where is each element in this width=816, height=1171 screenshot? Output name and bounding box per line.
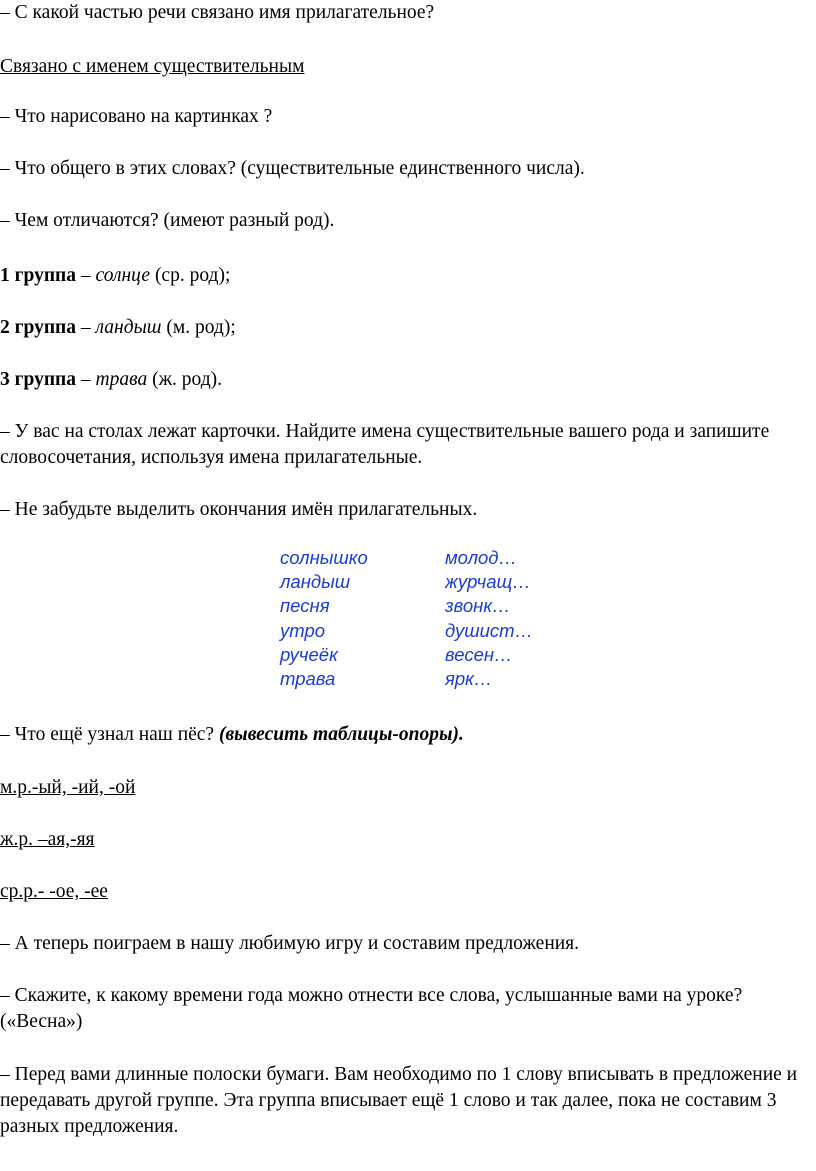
group-3-line [0, 367, 222, 393]
adjective-item: весен… [445, 643, 513, 665]
group-label: 2 группа [0, 317, 77, 338]
answer-noun: Связано с именем существительным [0, 56, 305, 77]
adjective-item: ярк… [445, 668, 493, 690]
group-word: трава [95, 369, 148, 390]
question-dog-text: – Что ещё узнал наш пёс? [0, 724, 219, 745]
noun-item: ландыш [280, 571, 351, 593]
adjective-item: журчащ… [445, 571, 531, 593]
question-pictures: – Что нарисовано на картинках ? [0, 106, 273, 127]
adjectives-column [445, 546, 605, 691]
question-dog [0, 722, 464, 748]
group-gender: (м. род); [161, 317, 236, 338]
group-dash: – [76, 317, 96, 338]
adjective-item: звонк… [445, 595, 511, 617]
game-intro: – А теперь поиграем в нашу любимую игру и составим предложения. [0, 933, 580, 954]
task-endings: – Не забудьте выделить окончания имён прилагательных. [0, 499, 478, 520]
ending-masculine: м.р.-ый, -ий, -ой [0, 777, 136, 798]
ending-feminine: ж.р. –ая,-яя [0, 829, 95, 850]
task-strips: – Перед вами длинные полоски бумаги. Вам необходимо по 1 слову вписывать в предложение и передавать другой группе. Эта группа вписывает ещё 1 слово и так далее, пока не составим 3 разных предложения. [0, 1064, 798, 1137]
nouns-column [280, 546, 440, 691]
group-dash: – [76, 265, 96, 286]
adjective-item: молод… [445, 547, 518, 568]
noun-item: ручеёк [280, 643, 338, 665]
group-dash: – [76, 369, 96, 390]
question-season: – Скажите, к какому времени года можно отнести все слова, услышанные вами на уроке? («Весна») [0, 985, 743, 1032]
noun-item: утро [280, 619, 326, 641]
group-word: ландыш [95, 317, 162, 338]
noun-item: песня [280, 595, 330, 617]
group-gender: (ср. род); [150, 265, 231, 286]
adjective-item: душист… [445, 619, 534, 641]
group-label: 1 группа [0, 265, 77, 286]
question-part-of-speech: – С какой частью речи связано имя прилагательное? [0, 2, 435, 23]
group-label: 3 группа [0, 369, 77, 390]
question-difference: – Чем отличаются? (имеют разный род). [0, 210, 335, 231]
noun-item: трава [280, 668, 336, 690]
group-2-line [0, 315, 236, 341]
question-common: – Что общего в этих словах? (существительные единственного числа). [0, 158, 585, 179]
question-dog-note: (вывесить таблицы-опоры). [218, 724, 464, 745]
group-gender: (ж. род). [147, 369, 223, 390]
group-word: солнце [95, 265, 151, 286]
group-1-line [0, 263, 230, 289]
ending-neuter: ср.р.- -ое, -ее [0, 881, 108, 902]
noun-item: солнышко [280, 547, 368, 568]
task-cards: – У вас на столах лежат карточки. Найдите имена существительные вашего рода и запишите словосочетания, используя имена прилагательные. [0, 421, 770, 468]
